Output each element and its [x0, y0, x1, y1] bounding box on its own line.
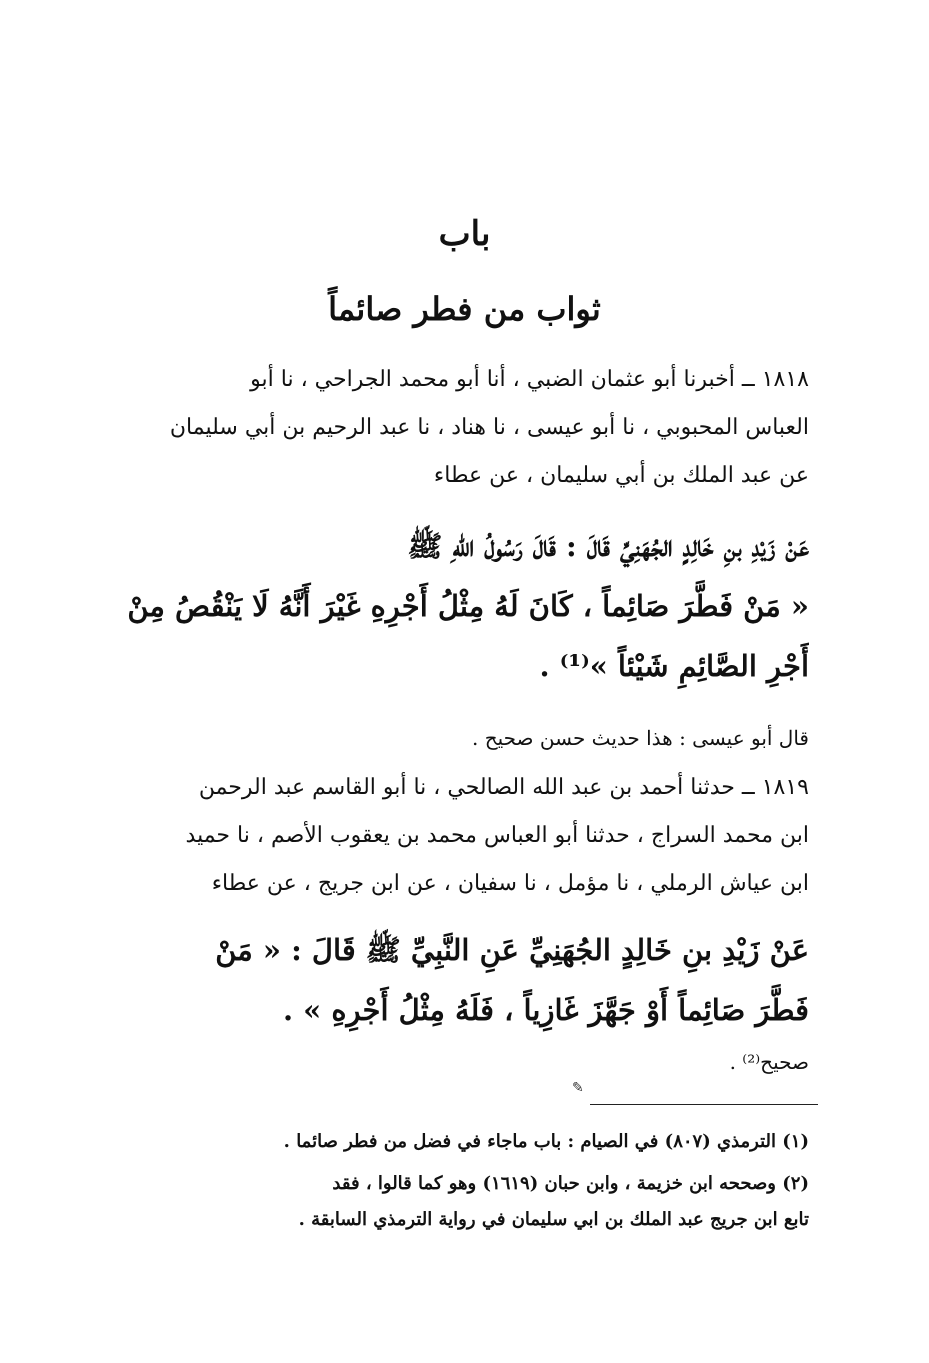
hadith-1818-isnad-line-3: عن عبد الملك بن أبي سليمان ، عن عطاء	[433, 463, 809, 488]
hadith-1819-matn-line-2: فَطَّرَ صَائِماً أَوْ جَهَّزَ غَازِياً ، فَلَهُ مِثْلُ أَجْرِهِ » .	[282, 993, 809, 1027]
hadith-1818-grading: قال أبو عيسى : هذا حديث حسن صحيح .	[471, 726, 809, 750]
hadith-1819-isnad-line-2: ابن محمد السراج ، حدثنا أبو العباس محمد بن يعقوب الأصم ، نا حميد	[185, 823, 809, 848]
hadith-1819-grading: صحيح⁽²⁾ .	[729, 1050, 809, 1074]
chapter-heading: باب	[438, 214, 491, 254]
hadith-1818-matn-line-2: « مَنْ فَطَّرَ صَائِماً ، كَانَ لَهُ مِثْلُ أَجْرِهِ غَيْرَ أَنَّهُ لَا يَنْقُصُ مِنْ	[127, 589, 809, 623]
footnote-1: (١) الترمذي (٨٠٧) في الصيام : باب ماجاء في فضل من فطر صائما .	[283, 1131, 809, 1152]
footnote-divider	[590, 1104, 818, 1105]
chapter-subtitle: ثواب من فطر صائماً	[328, 290, 601, 328]
footnote-2-line-1: (٢) وصححه ابن خزيمة ، وابن حبان (١٦١٩) وهو كما قالوا ، فقد	[332, 1173, 809, 1194]
hadith-1819-isnad-line-3: ابن عياش الرملي ، نا مؤمل ، نا سفيان ، عن ابن جريج ، عن عطاء	[211, 871, 809, 896]
hadith-1819-matn-line-1: عَنْ زَيْدِ بنِ خَالِدٍ الجُهَنِيِّ عَنِ النَّبِيِّ ﷺ قَالَ : « مَنْ	[215, 933, 809, 967]
handwritten-mark: ✎	[572, 1080, 584, 1096]
hadith-1818-isnad-line-1: ١٨١٨ ــ أخبرنا أبو عثمان الضبي ، أنا أبو محمد الجراحي ، نا أبو	[250, 367, 809, 392]
hadith-1819-isnad-line-1: ١٨١٩ ــ حدثنا أحمد بن عبد الله الصالحي ، نا أبو القاسم عبد الرحمن	[198, 775, 809, 800]
footnote-2-line-2: تابع ابن جريج عبد الملك بن ابي سليمان في رواية الترمذي السابقة .	[298, 1209, 809, 1230]
hadith-1818-matn-line-1: عَنْ زَيْدِ بنِ خَالِدٍ الجُهَنِيِّ قَالَ : قَالَ رَسُولُ اللهِ ﷺ	[407, 529, 809, 563]
hadith-1818-isnad-line-2: العباس المحبوبي ، نا أبو عيسى ، نا هناد ، نا عبد الرحيم بن أبي سليمان	[169, 415, 809, 440]
hadith-1818-matn-line-3: أَجْرِ الصَّائِمِ شَيْئاً »⁽¹⁾ .	[539, 649, 809, 683]
